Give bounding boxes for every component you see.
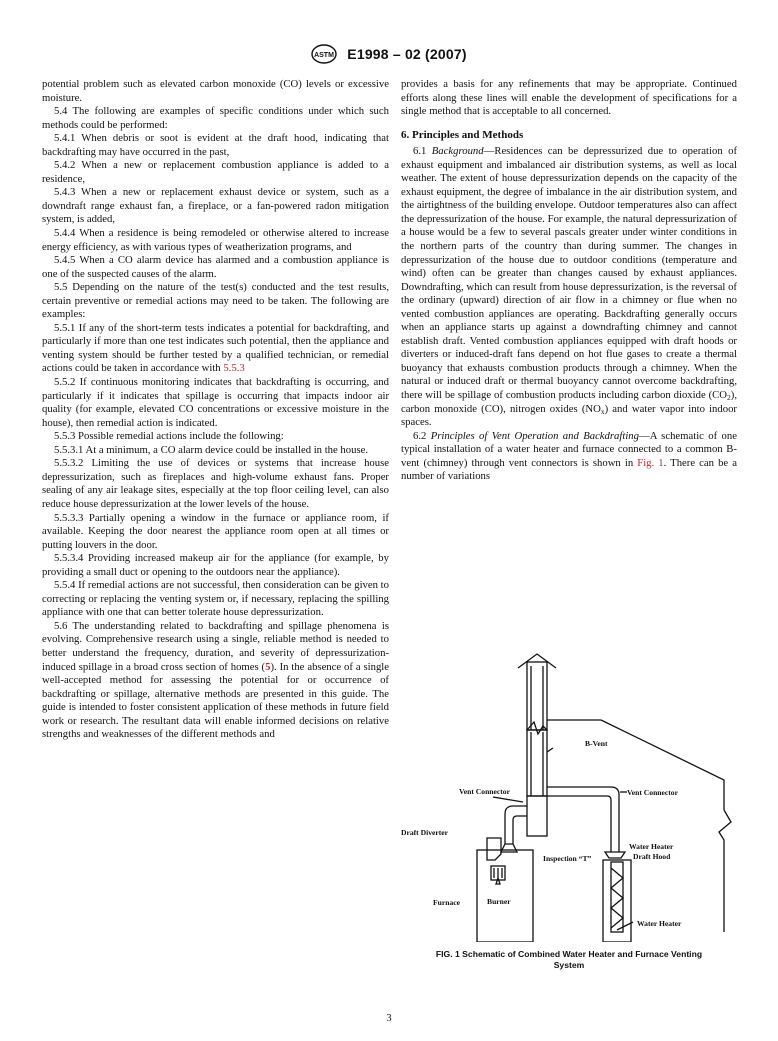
draft-diverter [487,838,501,860]
paragraph-text: ), carbon monoxide (CO), nitrogen oxides (NO [401,389,737,415]
left-column [42,78,389,742]
caption-line: FIG. 1 Schematic of Combined Water Heater and Furnace Venting [435,949,703,959]
paragraph-text: 5.6 The understanding related to backdrafting and spillage phenomena is evolving. Comprehensive research using a single, reliable method is needed to better understand the frequency, duration, and severity of depressurization-induced spillage in a broad cross section of homes ( [42,619,389,673]
paragraph: 5.5.3 Possible remedial actions include the following: [54,430,284,443]
label-draft-diverter: Draft Diverter [401,828,449,837]
paragraph-text: ). In the absence of a single well-accepted method for assessing the potential for or occurrence of backdrafting or spillage, alternative methods are presented in this guide. The guide is intended to foster consistent application of these methods in future field work or research. The resultant data will enable informed decisions on relative strengths and weaknesses of the different methods and [42,660,389,741]
paragraph-label: Background [431,145,484,158]
subscript: x [600,406,605,416]
b-vent-lower [527,730,547,796]
paragraph [42,620,389,742]
page-number: 3 [386,1013,392,1024]
figure-1-schematic [401,642,737,942]
standard-designation: E1998 – 02 (2007) [347,46,467,62]
astm-logo-icon [311,44,337,64]
label-vent-connector-left: Vent Connector [459,787,510,796]
subscript: 2 [727,393,731,403]
paragraph: 5.4.3 When a new or replacement exhaust device or system, such as a downdraft range exhaust fan, a fireplace, or a fan-powered radon mitigation system, is added, [42,186,389,226]
paragraph: potential problem such as elevated carbon monoxide (CO) levels or excessive moisture. [42,78,389,104]
paragraph: 5.4.5 When a CO alarm device has alarmed and a combustion appliance is one of the suspected causes of the alarm. [42,254,389,280]
paragraph: 5.5.3.1 At a minimum, a CO alarm device could be installed in the house. [54,443,369,456]
label-water-heater: Water Heater [637,919,682,928]
paragraph: 5.5 Depending on the nature of the test(s) conducted and the test results, certain preventive or remedial actions may need to be taken. The following are examples: [42,281,389,321]
paragraph: 5.4 The following are examples of specific conditions under which such methods could be performed: [42,105,389,131]
paragraph-number: 6.1 [413,145,432,158]
inspection-tee [527,796,547,836]
paragraph-text: —Residences can be depressurized due to operation of exhaust equipment and imbalanced air distribution systems, as well as local weather. The extent of house depressurization depends on the capacity of the exhaust equipment, the degree of imbalance in the air distribution system, and the airtightness of the building envelope. Outdoor temperatures also can affect the depressurization of the house. For example, the natural depressurization of a house would be a few to several pascals greater under winter conditions in the northern parts of the country than during summer. The changes in depressurization of the house due to outdoor conditions (temperature and wind) often can be greater than changes caused by exhaust appliances. Downdrafting, which can result from house depressurization, is the reversal of the ordinary (upward) direction of air flow in a chimney or flue when no vented combustion appliances are operating. Backdrafting generally occurs when an appliance starts up against a downdrafting chimney and cannot establish draft. Vented combustion appliances equipped with draft hoods or diverters or induced-draft fans depend on hot flue gases to create a thermal buoyancy that exhausts combustion products through a chimney. When the natural or induced draft or thermal buoyancy cannot overcome backdrafting, there will be spillage of combustion products including carbon dioxide (CO [401,145,737,402]
label-b-vent: B-Vent [585,739,608,748]
citation-reference-link[interactable]: 5 [265,660,271,673]
paragraph: 5.5.2 If continuous monitoring indicates that backdrafting is occurring, and particularly if it indicates that spillage is occurring that impacts indoor air quality (for example, elevated CO concentrations or excessive moisture in the house), then remedial action is indicated. [42,376,389,429]
label-water-heater-hood-1: Water Heater [629,842,674,851]
paragraph: 5.4.4 When a residence is being remodeled or otherwise altered to increase energy efficiency, as with various types of weatherization programs, and [42,227,389,253]
paragraph-text: —A schematic of one typical installation of a water heater and furnace connected to a common B-vent (chimney) through vent connectors is shown in [401,429,737,469]
chimney-cap [518,654,556,668]
paragraph: 5.4.2 When a new or replacement combustion appliance is added to a residence, [42,159,389,185]
b-vent-upper [527,662,547,730]
page-header [0,44,778,64]
paragraph [401,145,737,429]
paragraph [401,430,737,484]
paragraph-text: . There can be a number of variations [401,456,737,483]
paragraph: 5.4.1 When debris or soot is evident at the draft hood, indicating that backdrafting may have occurred in the past, [42,132,389,158]
label-burner: Burner [487,897,511,906]
paragraph: 5.5.3.4 Providing increased makeup air for the appliance (for example, by providing a small duct or opening to the outdoors near the appliance). [42,552,389,578]
label-vent-connector-right: Vent Connector [627,788,678,797]
paragraph-label: Principles of Vent Operation and Backdrafting [430,429,639,442]
label-water-heater-hood-2: Draft Hood [633,852,671,861]
section-heading: 6. Principles and Methods [401,128,524,141]
paragraph-text: ) and water vapor into indoor spaces. [401,402,737,429]
figure-caption [398,949,740,971]
venting-schematic-diagram [401,642,737,942]
furnace-body [477,850,533,942]
paragraph: 5.5.3.2 Limiting the use of devices or systems that increase house depressurization, such as fireplaces and high-volume exhaust fans. Proper sealing of any air leakage sites, especially at the top floor ceiling level, can also reduce house depressurization at the lower levels of the house. [42,457,389,510]
label-inspection-t: Inspection “T” [543,854,592,863]
svg-text:ASTM: ASTM [314,52,335,59]
right-column [401,78,737,484]
paragraph: provides a basis for any refinements that may be appropriate. Continued efforts along these lines will enable the development of specifications for a single method that is acceptable to all concerned. [401,78,737,118]
paragraph-number: 6.2 [413,429,431,442]
caption-line: System [553,960,585,970]
vent-connector-left [505,806,527,844]
section-reference-link[interactable]: 5.5.3 [223,362,245,375]
water-heater-draft-hood [605,852,625,858]
paragraph-text: 5.5.1 If any of the short-term tests indicates a potential for backdrafting, and particularly if more than one test indicates such potential, then the appliance and venting system should be further tested by a qualified technician, or remedial actions could be taken in accordance with [42,321,389,375]
paragraph [42,322,389,376]
paragraph: 5.5.4 If remedial actions are not successful, then consideration can be given to correcting or replacing the venting system or, if necessary, replacing the spilling appliance with one that can better tolerate house depressurization. [42,579,389,619]
figure-reference-link[interactable]: Fig. 1 [637,456,664,469]
label-furnace: Furnace [433,898,460,907]
paragraph: 5.5.3.3 Partially opening a window in the furnace or appliance room, if available. Keeping the door nearest the appliance room open at all times or putting louvers in the door. [42,511,389,551]
